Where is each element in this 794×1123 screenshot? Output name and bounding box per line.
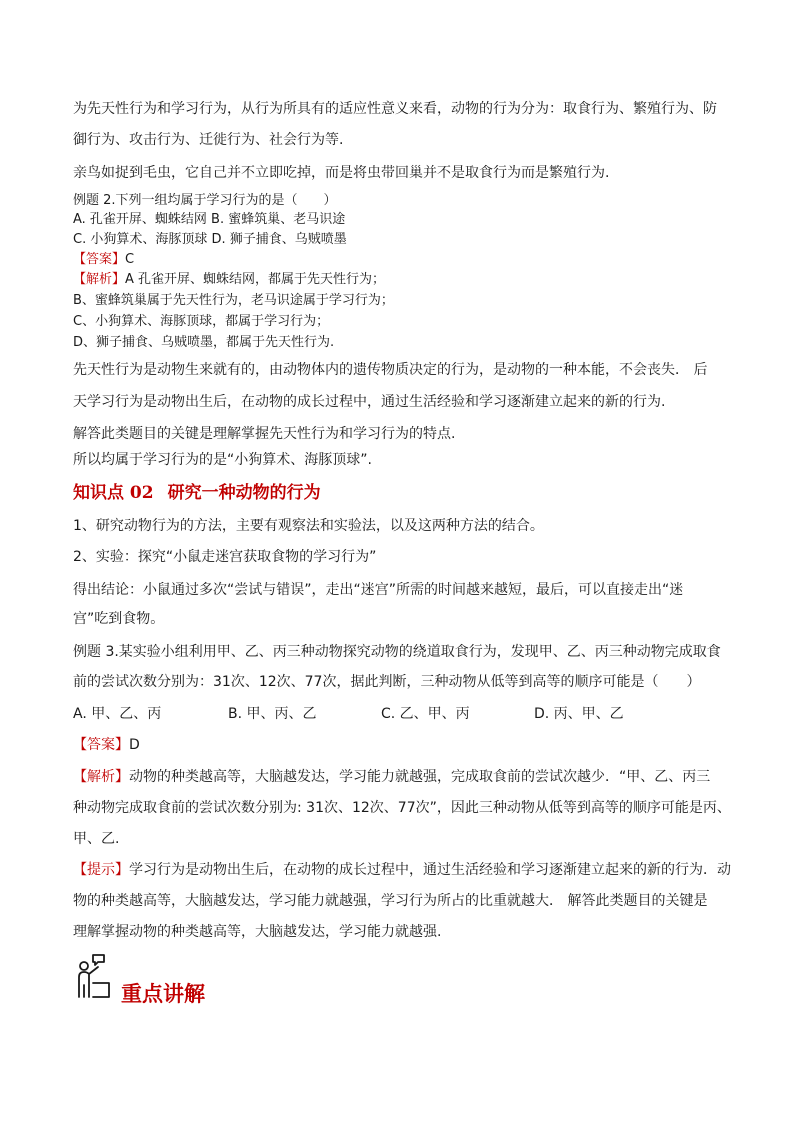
kp-item-2: 2、实验：探究“小鼠走迷宫获取食物的学习行为” [73,549,377,565]
kp-item-1: 1、研究动物行为的方法，主要有观察法和实验法，以及这两种方法的结合。 [73,518,544,534]
example3-tip-1 [73,860,731,880]
answer-label: 【答案】 [73,737,129,753]
example2-explain-1: 先天性行为是动物生来就有的，由动物体内的遗传物质决定的行为，是动物的一种本能，不会丧失． 后 [73,362,708,378]
example2-analysis-c: C、小狗算术、海豚顶球，都属于学习行为； [73,314,330,329]
kp-conclusion-2: 宫”吃到食物。 [73,611,165,627]
intro-line-1: 为先天性行为和学习行为，从行为所具有的适应性意义来看，动物的行为分为：取食行为、繁殖行为、防 [73,101,717,117]
example3-option-d: D. 丙、甲、乙 [534,706,624,722]
example2-analysis-d: D、狮子捕食、乌贼喷墨，都属于先天性行为. [73,335,335,350]
tip-label: 【提示】 [73,862,129,878]
example3-tip-3: 理解掌握动物的种类越高等，大脑越发达，学习能力就越强. [73,924,442,940]
example3-question-1: 例题 3.某实验小组利用甲、乙、丙三种动物探究动物的绕道取食行为，发现甲、乙、丙三种动物完成取食 [73,644,721,660]
intro-line-3: 亲鸟如捉到毛虫，它自己并不立即吃掉，而是将虫带回巢并不是取食行为而是繁殖行为. [73,165,610,181]
example3-question-2: 前的尝试次数分别为：31次、12次、77次，据此判断，三种动物从低等到高等的顺序可能是（ ） [73,674,701,690]
answer-value: C [125,252,135,267]
kp-conclusion-1: 得出结论：小鼠通过多次“尝试与错误”，走出“迷宫”所需的时间越来越短，最后，可以直接走出“迷 [73,582,684,598]
example2-analysis-b: B、蜜蜂筑巢属于先天性行为，老马识途属于学习行为； [73,293,394,308]
example2-question: 例题 2.下列一组均属于学习行为的是（ ） [73,193,337,208]
example2-explain-4: 所以均属于学习行为的是“小狗算术、海豚顶球”. [73,452,372,468]
analysis-label: 【解析】 [73,272,126,287]
example3-option-b: B. 甲、丙、乙 [228,706,317,722]
example2-options-cd: C. 小狗算术、海豚顶球 D. 狮子捕食、乌贼喷墨 [73,232,347,247]
key-explanation-title: 重点讲解 [121,981,205,1006]
knowledge-point-heading [73,478,321,503]
intro-line-2: 御行为、攻击行为、迁徙行为、社会行为等. [73,132,344,148]
example3-option-c: C. 乙、甲、丙 [381,706,470,722]
analysis-text: A 孔雀开屏、蜘蛛结网，都属于先天性行为； [125,272,386,287]
example3-answer [73,735,140,755]
teacher-icon [76,953,116,999]
answer-label: 【答案】 [73,252,126,267]
knowledge-point-title: 研究一种动物的行为 [167,483,321,503]
example3-analysis-1 [73,767,710,787]
example3-analysis-2: 种动物完成取食前的尝试次数分别为: 31次、12次、77次”，因此三种动物从低等到高等的顺序可能是丙、 [73,800,731,816]
example3-option-a: A. 甲、乙、丙 [73,706,162,722]
knowledge-point-label: 知识点 02 [73,483,154,503]
example2-answer [73,250,134,270]
example2-explain-3: 解答此类题目的关键是理解掌握先天性行为和学习行为的特点. [73,426,456,442]
example3-analysis-3: 甲、乙. [73,831,120,847]
example2-options-ab: A. 孔雀开屏、蜘蛛结网 B. 蜜蜂筑巢、老马识途 [73,212,346,227]
analysis-text: 动物的种类越高等，大脑越发达，学习能力就越强，完成取食前的尝试次越少．“甲、乙、丙三 [129,769,711,785]
analysis-label: 【解析】 [73,769,129,785]
example2-analysis-a [73,270,385,290]
tip-text: 学习行为是动物出生后，在动物的成长过程中，通过生活经验和学习逐渐建立起来的新的行为．动 [129,862,731,878]
example2-explain-2: 天学习行为是动物出生后，在动物的成长过程中，通过生活经验和学习逐渐建立起来的新的行为. [73,394,666,410]
answer-value: D [129,737,140,753]
example3-tip-2: 物的种类越高等，大脑越发达，学习能力就越强，学习行为所占的比重就越大． 解答此类题目的关键是 [73,893,708,909]
